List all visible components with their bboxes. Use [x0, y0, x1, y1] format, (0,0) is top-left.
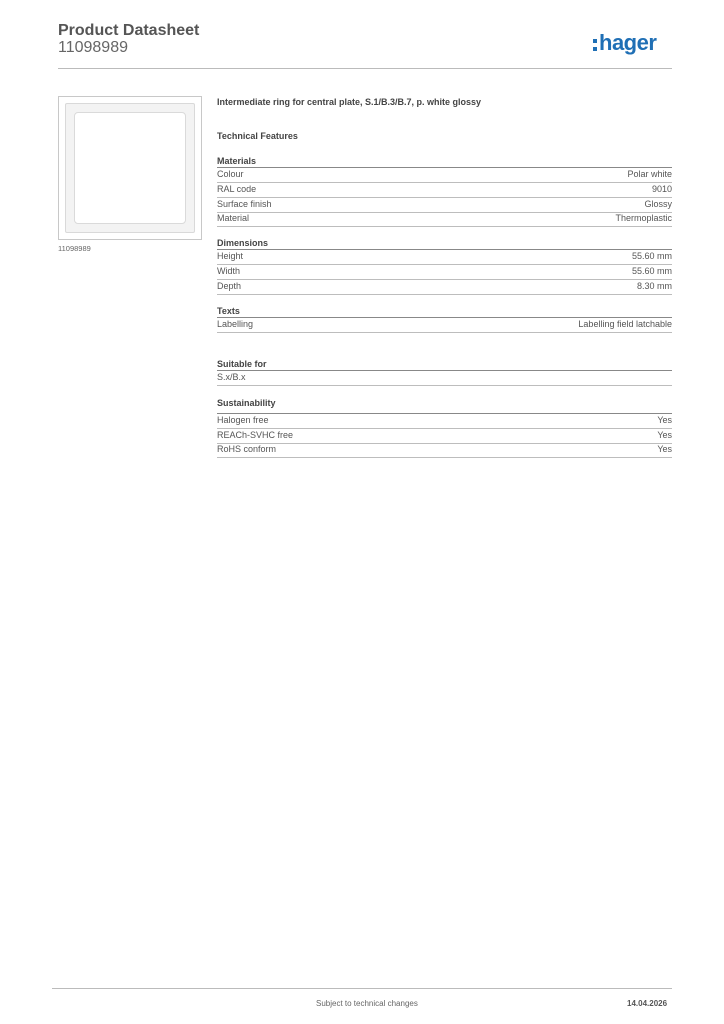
row-label: RoHS conform	[217, 444, 277, 455]
row-value: Thermoplastic	[615, 213, 672, 224]
row-value: Polar white	[627, 169, 672, 180]
product-image	[58, 96, 202, 240]
row-label: REACh-SVHC free	[217, 430, 294, 441]
table-row	[217, 280, 672, 295]
footer-date: 14.04.2026	[627, 999, 668, 1008]
table-row	[217, 429, 672, 444]
table-row	[217, 250, 672, 265]
table-row	[217, 414, 672, 429]
table-row	[217, 183, 672, 198]
footer-divider	[52, 988, 672, 989]
section-title-dimensions: Dimensions	[217, 238, 269, 248]
table-row	[217, 318, 672, 333]
row-label: Surface finish	[217, 199, 272, 210]
product-description: Intermediate ring for central plate, S.1/B.3/B.7, p. white glossy	[217, 97, 482, 107]
page-title: Product Datasheet	[58, 22, 200, 39]
row-label: Height	[217, 251, 244, 262]
row-value: 9010	[651, 184, 672, 195]
section-title-texts: Texts	[217, 306, 240, 316]
hager-logo	[593, 30, 656, 56]
section-title-materials: Materials	[217, 156, 257, 166]
logo-text: hager	[599, 30, 657, 55]
table-row	[217, 265, 672, 280]
row-label: S.x/B.x	[217, 372, 246, 383]
section-title-sustainability: Sustainability	[217, 398, 276, 408]
row-label: Colour	[217, 169, 244, 180]
row-label: Halogen free	[217, 415, 269, 426]
table-row	[217, 212, 672, 227]
logo-colon-icon	[593, 39, 597, 51]
row-value: Labelling field latchable	[578, 319, 672, 330]
row-value: 55.60 mm	[631, 266, 672, 277]
image-caption: 11098989	[58, 244, 91, 253]
table-row	[217, 443, 672, 458]
row-label: Labelling	[217, 319, 254, 330]
product-code: 11098989	[58, 39, 128, 56]
section-title-suitable-for: Suitable for	[217, 359, 267, 369]
row-label: Width	[217, 266, 241, 277]
table-row	[217, 168, 672, 183]
row-value: Yes	[657, 415, 672, 426]
row-value: Glossy	[644, 199, 672, 210]
technical-features-title: Technical Features	[217, 131, 298, 141]
row-value: Yes	[657, 444, 672, 455]
row-label: Depth	[217, 281, 242, 292]
row-value: 55.60 mm	[631, 251, 672, 262]
row-value: 8.30 mm	[636, 281, 672, 292]
footer-note: Subject to technical changes	[316, 999, 418, 1008]
row-label: RAL code	[217, 184, 257, 195]
table-row	[217, 198, 672, 213]
table-row	[217, 371, 672, 386]
intermediate-ring-icon	[65, 103, 195, 233]
header-divider	[58, 68, 672, 69]
row-value: Yes	[657, 430, 672, 441]
row-label: Material	[217, 213, 250, 224]
